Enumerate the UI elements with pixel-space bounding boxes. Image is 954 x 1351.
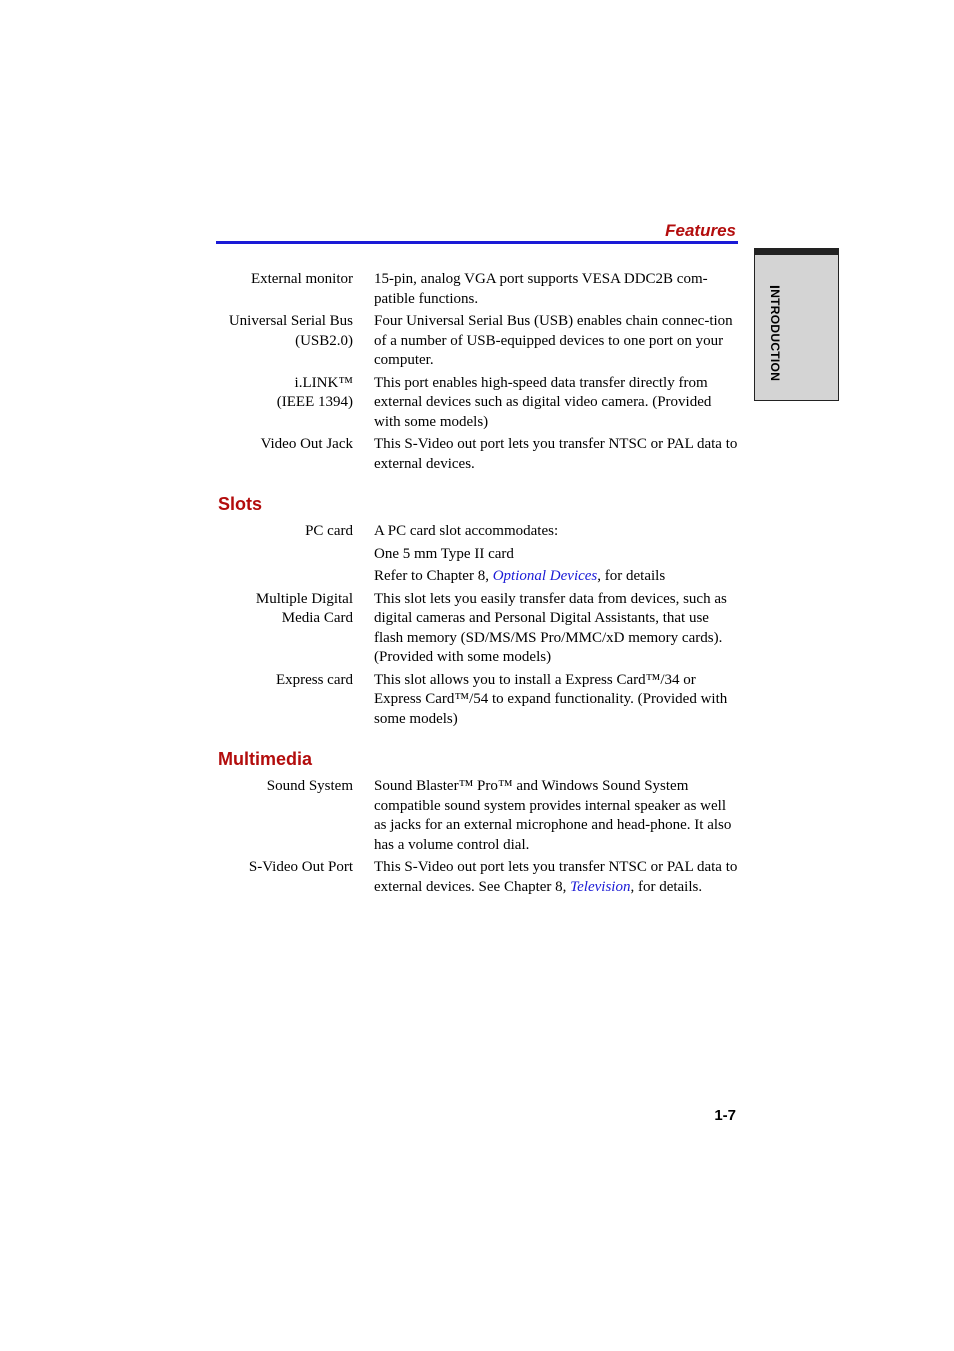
desc-s-video-out-port: This S-Video out port lets you transfer NTSC or PAL data to external devices. See Chapter 8, Television, for details. — [374, 859, 738, 895]
term-external-monitor: External monitor — [250, 271, 353, 287]
chapter-tab-rest: NTRODUCTION — [768, 289, 782, 382]
term-pc-card: PC card — [305, 523, 353, 539]
definition-row — [216, 671, 738, 730]
definition-row — [216, 270, 738, 309]
section-heading-multimedia: Multimedia — [218, 749, 313, 769]
desc-express-card: This slot allows you to install a Express Card™/34 or Express Card™/54 to expand functionality. (Provided with some models) — [374, 671, 728, 727]
header-rule — [216, 241, 738, 244]
page-number: 1-7 — [714, 1107, 736, 1124]
desc-ilink: This port enables high-speed data transfer directly from external devices such as digital video camera. (Provided with some models) — [374, 374, 712, 430]
definition-row — [216, 522, 738, 587]
desc-multiple-digital-media-card: This slot lets you easily transfer data from devices, such as digital cameras and Personal Digital Assistants, that use flash memory (SD/MS/MS Pro/MMC/xD memory cards). (Provided with some models) — [374, 590, 727, 665]
term-s-video-out-port: S-Video Out Port — [248, 859, 353, 875]
term-express-card: Express card — [275, 671, 353, 688]
desc-video-out-jack: This S-Video out port lets you transfer NTSC or PAL data to external devices. — [374, 436, 738, 472]
definition-row — [216, 312, 738, 371]
definition-row — [216, 858, 738, 897]
chapter-tab-initial: I — [767, 285, 783, 290]
definition-row — [216, 777, 738, 855]
desc-sound-system: Sound Blaster™ Pro™ and Windows Sound System compatible sound system provides internal speaker as well as jacks for an external microphone and head-phone. It also has a volume control dial. — [374, 778, 732, 853]
main-content — [216, 270, 738, 900]
definition-row — [216, 590, 738, 668]
term-ilink: i.LINK™ (IEEE 1394) — [276, 374, 353, 410]
desc-pc-card — [374, 522, 738, 587]
pc-card-line: One 5 mm Type II card — [374, 545, 514, 562]
running-header-title: Features — [665, 221, 736, 240]
television-link[interactable]: Television — [570, 878, 631, 895]
desc-usb: Four Universal Serial Bus (USB) enables chain connec-tion of a number of USB-equipped devices to one port on your computer. — [374, 313, 733, 368]
section-heading-slots: Slots — [218, 494, 263, 514]
term-sound-system: Sound System — [266, 778, 353, 794]
definition-row — [216, 374, 738, 433]
definition-row — [216, 435, 738, 474]
pc-card-line: A PC card slot accommodates: — [374, 523, 559, 539]
pc-card-reference: Refer to Chapter 8, Optional Devices, for details — [374, 568, 666, 584]
chapter-tab-label — [767, 285, 783, 381]
optional-devices-link[interactable]: Optional Devices — [492, 568, 598, 584]
term-usb: Universal Serial Bus (USB2.0) — [228, 313, 353, 349]
chapter-side-tab — [754, 248, 839, 401]
term-multiple-digital-media-card: Multiple Digital Media Card — [255, 590, 353, 626]
desc-external-monitor: 15-pin, analog VGA port supports VESA DDC2B com-patible functions. — [374, 271, 708, 307]
term-video-out-jack: Video Out Jack — [260, 436, 353, 452]
